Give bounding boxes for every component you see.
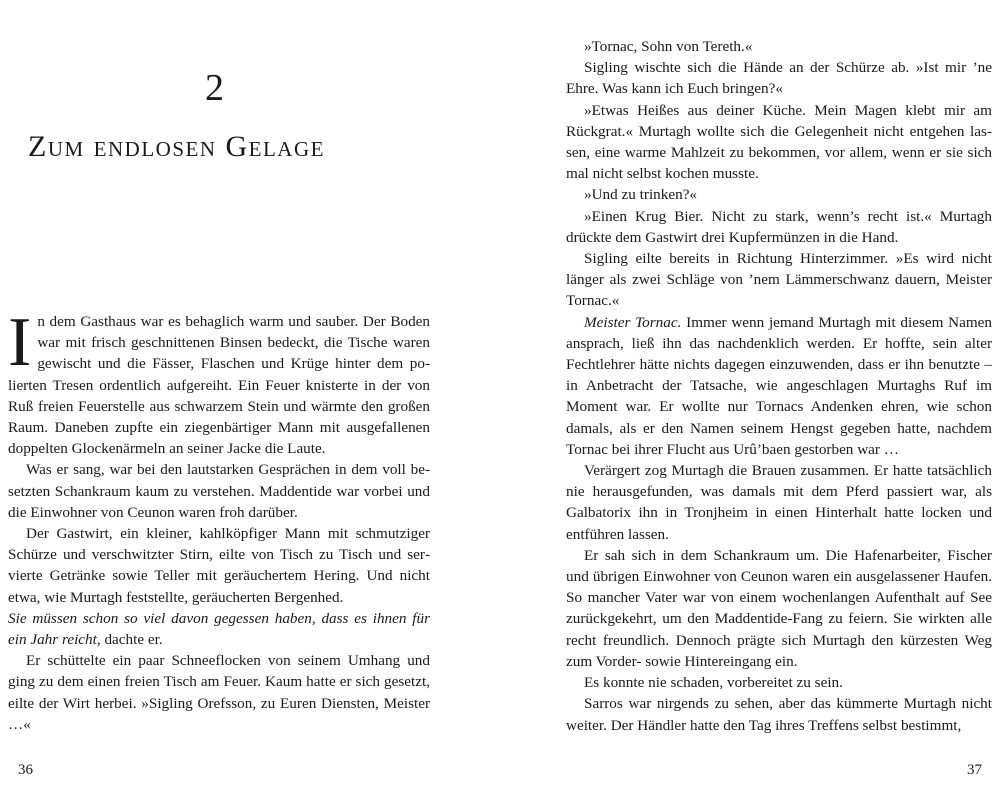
paragraph: »Tornac, Sohn von Tereth.« — [584, 38, 753, 55]
paragraph: Sigling eilte bereits in Richtung Hinterzimmer. »Es wird nicht länger als zwei Schläge von ’nem Lämmerschwanz dauern, Meister Tornac.« — [566, 250, 992, 310]
paragraph: »Und zu trinken?« — [584, 186, 698, 204]
italic-name: Meister Tornac. — [584, 313, 682, 331]
paragraph-text: Immer wenn jemand Murtagh mit diesem Namen ansprach, ließ ihn das nachdenklich werden. Er hoffte, sein alter Fechtlehrer hätte nichts dagegen einzuwenden, dass er ihn benutzte – in Anbetracht der Tatsache, wie angeschlagen Murtaghs Ruf im Moment war. Er wollte nur Tornacs Andenken ehren, wie schon damals, als er den Namen seinem Hengst gegeben hatte, nachdem Tornac bei ihrer Flucht aus Urû’baen gestorben war … — [566, 313, 992, 458]
paragraph — [566, 312, 992, 460]
paragraph — [8, 608, 430, 650]
page-number: 37 — [967, 762, 982, 778]
paragraph: Es konnte nie schaden, vorbereitet zu sein. — [584, 674, 843, 692]
paragraph: Er sah sich in dem Schankraum um. Die Hafenarbeiter, Fischer und übrigen Einwohner von Ceunon waren ein ausgelassener Haufen. So mancher Vater war von einem wochenlangen Aufenthalt auf See zurückgekehrt, um den Maddentide-Fang zu feiern. Sie wirkten alle recht freundlich. Dennoch prägte sich Murtagh den kürzesten Weg zum Vorder- sowie Hintereingang ein. — [566, 546, 992, 670]
right-body-text — [566, 36, 992, 736]
paragraph: Sigling wischte sich die Hände an der Schürze ab. »Ist mir ’ne Ehre. Was kann ich Euch bringen?« — [566, 59, 992, 98]
italic-thought: Sie müssen schon so viel davon gegessen haben, dass es ihnen für ein Jahr reicht, — [8, 609, 430, 649]
paragraph: Der Gastwirt, ein kleiner, kahlköpfiger Mann mit schmutziger Schürze und verschwitzter Stirn, eilte von Tisch zu Tisch und servierte Getränke sowie Teller mit geräuchertem Hering. Und nicht etwa, wie Murtagh feststellte, geräucherten Bergenhed. — [8, 525, 430, 606]
left-body-text — [8, 304, 430, 735]
paragraph: »Einen Krug Bier. Nicht zu stark, wenn’s recht ist.« Murtagh drückte dem Gastwirt drei Kupfermünzen in die Hand. — [566, 207, 992, 246]
paragraph: Was er sang, war bei den lautstarken Gesprächen in dem voll besetzten Schankraum kaum zu verstehen. Maddentide war vorbei und die Einwohner von Ceunon waren froh darüber. — [8, 461, 430, 521]
paragraph: Verärgert zog Murtagh die Brauen zusammen. Er hatte tatsächlich nie herausgefunden, was damals mit dem Pferd passiert war, als Galbatorix ihn in Tronjheim in einen Hinterhalt hatte locken und entführen lassen. — [566, 462, 992, 543]
paragraph-text: dachte er. — [100, 631, 163, 649]
chapter-number: 2 — [205, 67, 225, 109]
paragraph-text: n dem Gasthaus war es behaglich warm und sauber. Der Boden war mit frisch geschnittenen Binsen bedeckt, die Tische waren gewischt und die Fässer, Flaschen und Krüge hinter dem polierten Tresen ordentlich aufgereiht. Ein Feuer knisterte in der von Ruß freien Feuerstelle aus schwarzem Stein und wärmte den großen Raum. Daneben zupfte ein ziegenbärtiger Mann mit ausgefallenen doppelten Glockenärmeln an seiner Jacke die Laute. — [8, 313, 430, 458]
paragraph — [8, 304, 430, 459]
paragraph: Sarros war nirgends zu sehen, aber das kümmerte Murtagh nicht weiter. Der Händler hatte den Tag ihres Treffens selbst bestimmt, — [566, 695, 992, 734]
page-number: 36 — [18, 762, 33, 778]
paragraph: Er schüttelte ein paar Schneeflocken von seinem Umhang und ging zu dem einen freien Tisch am Feuer. Kaum hatte er sich gesetzt, eilte der Wirt herbei. »Sigling Orefsson, zu Euren Diensten, Meister …« — [8, 652, 430, 733]
chapter-title: Zum endlosen Gelage — [28, 130, 325, 163]
right-page — [500, 0, 1000, 800]
paragraph: »Etwas Heißes aus deiner Küche. Mein Magen klebt mir am Rückgrat.« Murtagh wollte sich die Gelegenheit nicht entgehen lassen, eine warme Mahlzeit zu bekommen, vor allem, wenn er sie sich mal nicht selbst kochen musste. — [566, 101, 992, 183]
drop-cap: I — [8, 304, 32, 381]
